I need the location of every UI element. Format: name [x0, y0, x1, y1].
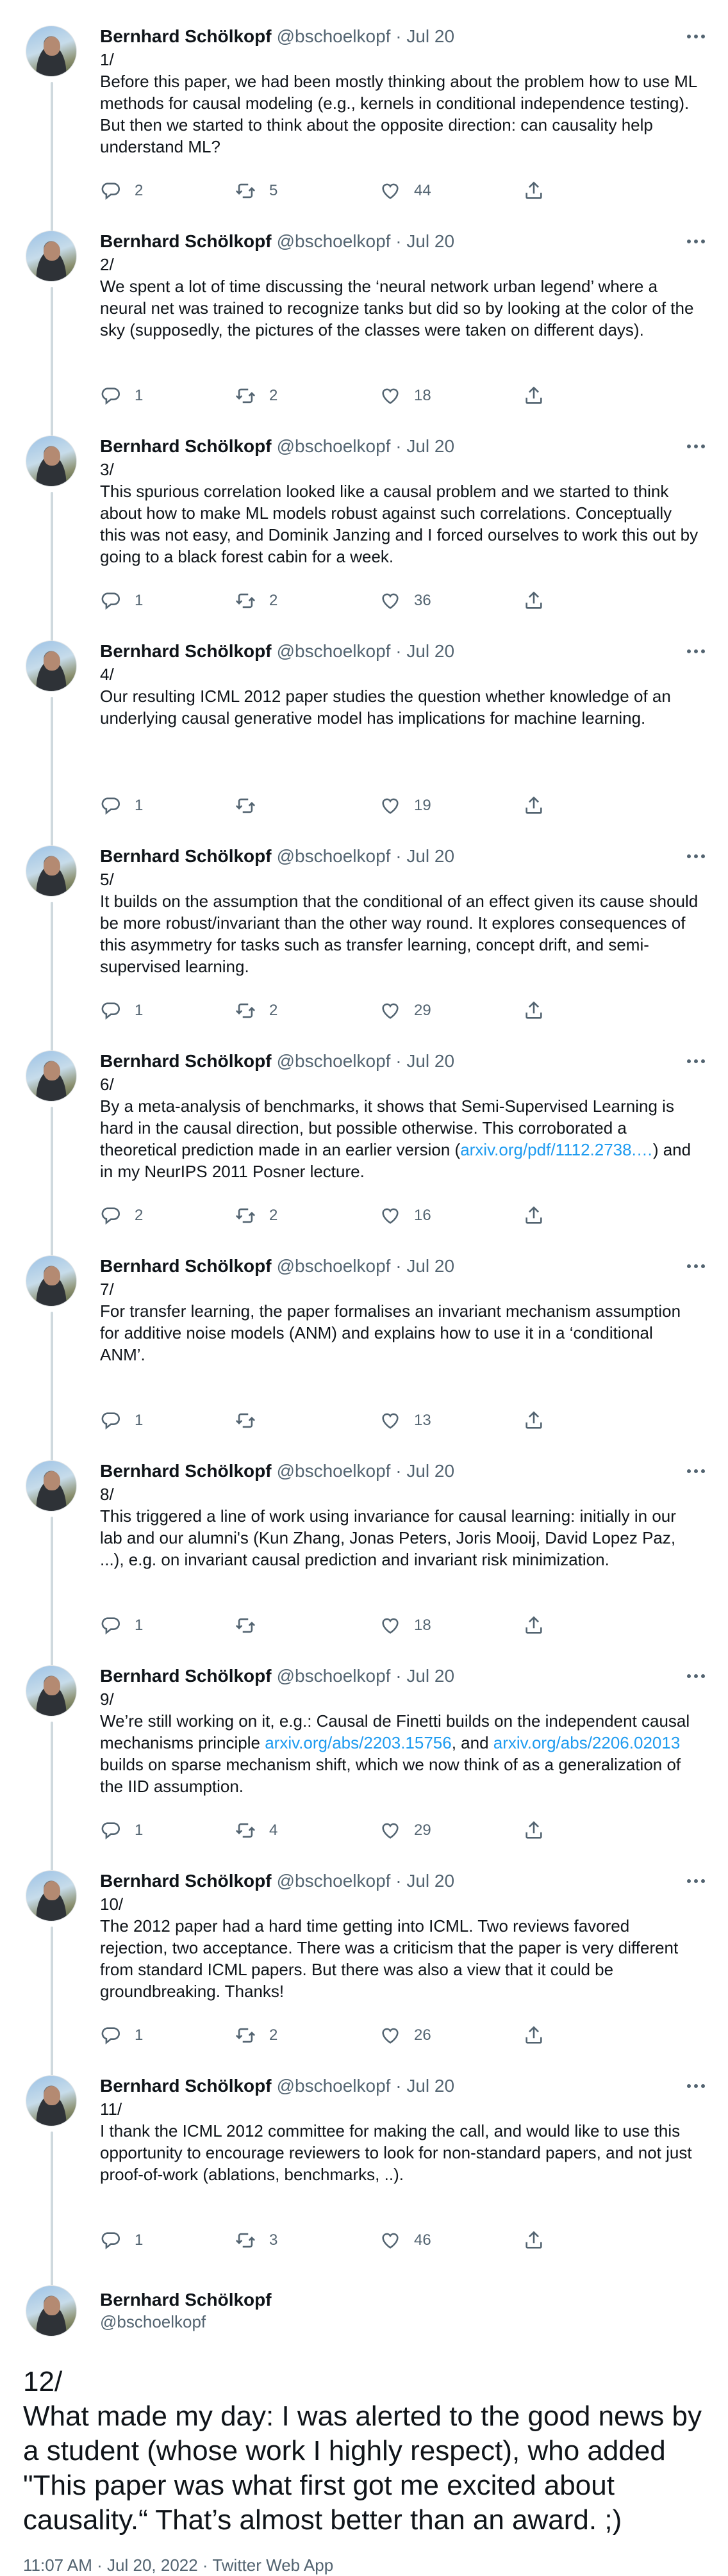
like-button[interactable] — [379, 178, 431, 204]
reply-icon — [100, 385, 122, 407]
action-bar — [100, 998, 709, 1023]
tweet-date[interactable]: Jul 20 — [406, 26, 455, 46]
author-name[interactable]: Bernhard Schölkopf — [100, 1666, 272, 1686]
share-icon — [523, 1820, 545, 1841]
reply-count: 1 — [135, 592, 144, 609]
retweet-button[interactable] — [235, 1818, 277, 1843]
separator: · — [395, 641, 402, 661]
like-icon — [379, 1205, 401, 1227]
reply-button[interactable] — [100, 1613, 143, 1638]
retweet-count: 2 — [269, 1002, 278, 1019]
reply-count: 1 — [135, 2231, 144, 2249]
reply-icon — [100, 590, 122, 612]
author-handle: @bschoelkopf — [276, 231, 391, 251]
avatar[interactable] — [26, 1050, 77, 1102]
more-icon[interactable] — [683, 26, 709, 47]
like-button[interactable] — [379, 1203, 431, 1228]
tweet-7[interactable] — [26, 1230, 709, 1435]
tweet-text: 3/ This spurious correlation looked like a causal problem and we started to think about how to make ML models robust against such correlations. Conceptually this was not easy, and Dominik Janzing and I forced ourselves to work this out by going to a black forest cabin for a week. — [100, 460, 699, 566]
avatar[interactable] — [26, 1870, 77, 1921]
like-icon — [379, 1410, 401, 1431]
author-handle: @bschoelkopf — [276, 26, 391, 46]
retweet-icon — [235, 795, 256, 817]
separator: · — [395, 1461, 402, 1481]
avatar[interactable] — [26, 1460, 77, 1512]
like-button[interactable] — [379, 998, 431, 1023]
retweet-icon — [235, 1820, 256, 1841]
share-button[interactable] — [523, 2228, 545, 2253]
share-button[interactable] — [523, 1408, 545, 1433]
tweet-text — [100, 1073, 709, 1182]
like-button[interactable] — [379, 793, 431, 819]
avatar[interactable] — [26, 845, 77, 897]
separator: · — [395, 1256, 402, 1276]
action-bar — [100, 1203, 709, 1228]
like-button[interactable] — [379, 1613, 431, 1638]
tweet-text: 5/ It builds on the assumption that the conditional of an effect given its cause should be more robust/invariant than the other way round. It explores consequences of this asymmetry for tasks such as transfer learning, concept drift, and semi-supervised learning. — [100, 870, 699, 976]
tweet-text: 4/ Our resulting ICML 2012 paper studies the question whether knowledge of an underlying causal generative model has implications for machine learning. — [100, 665, 671, 728]
avatar[interactable] — [26, 1255, 77, 1307]
author-name[interactable]: Bernhard Schölkopf — [100, 1461, 272, 1481]
like-icon — [379, 180, 401, 202]
share-button[interactable] — [523, 1818, 545, 1843]
separator: · — [395, 26, 402, 46]
avatar[interactable] — [26, 1665, 77, 1716]
like-icon — [379, 2230, 401, 2251]
reply-icon — [100, 795, 122, 817]
action-bar — [100, 1408, 709, 1433]
action-bar — [100, 1613, 709, 1638]
more-icon[interactable] — [683, 1870, 709, 1892]
tweet-link[interactable]: arxiv.org/abs/2206.02013 — [493, 1733, 681, 1752]
author-name[interactable]: Bernhard Schölkopf — [100, 436, 272, 456]
tweet-3[interactable] — [26, 410, 709, 615]
more-icon[interactable] — [683, 231, 709, 252]
share-icon — [523, 1410, 545, 1431]
reply-icon — [100, 1000, 122, 1022]
like-button[interactable] — [379, 588, 431, 614]
like-icon — [379, 1820, 401, 1841]
share-button[interactable] — [523, 588, 545, 614]
retweet-button[interactable] — [235, 793, 269, 819]
reply-count: 1 — [135, 2026, 144, 2044]
retweet-icon — [235, 2230, 256, 2251]
retweet-count: 2 — [269, 592, 278, 609]
like-count: 16 — [414, 1207, 431, 1224]
tweet-link[interactable]: arxiv.org/abs/2203.15756 — [265, 1733, 452, 1752]
author-name[interactable]: Bernhard Schölkopf — [100, 2076, 272, 2096]
author-name[interactable]: Bernhard Schölkopf — [100, 641, 272, 661]
like-count: 13 — [414, 1412, 431, 1429]
tweet-date[interactable]: Jul 20 — [406, 1461, 455, 1481]
like-count: 18 — [414, 387, 431, 404]
retweet-icon — [235, 385, 256, 407]
like-count: 46 — [414, 2231, 431, 2249]
tweet-text: 10/ The 2012 paper had a hard time getting into ICML. Two reviews favored rejection, two acceptance. There was a criticism that the paper is very different from standard ICML papers. But there was also a view that it could be groundbreaking. Thanks! — [100, 1895, 679, 2001]
like-icon — [379, 2025, 401, 2046]
author-name[interactable]: Bernhard Schölkopf — [100, 1256, 272, 1276]
author-handle: @bschoelkopf — [276, 1461, 391, 1481]
like-count: 18 — [414, 1617, 431, 1634]
retweet-count: 2 — [269, 2026, 278, 2044]
avatar[interactable] — [26, 231, 77, 282]
reply-icon — [100, 1615, 122, 1636]
more-icon[interactable] — [683, 1050, 709, 1072]
more-icon[interactable] — [683, 845, 709, 867]
reply-button[interactable] — [100, 1818, 143, 1843]
tweet-date[interactable]: Jul 20 — [406, 846, 455, 866]
reply-count: 2 — [135, 182, 144, 199]
like-icon — [379, 1000, 401, 1022]
focal-tweet-text: 12/ What made my day: I was alerted to the good news by a student (whose work I highly respect), who added "This paper was what first got me excited about causality.“ That’s almost better than an award. ;) — [23, 2366, 702, 2536]
share-icon — [523, 180, 545, 202]
retweet-button[interactable] — [235, 2023, 277, 2048]
author-name[interactable]: Bernhard Schölkopf — [100, 846, 272, 866]
like-button[interactable] — [379, 1818, 431, 1843]
avatar[interactable] — [26, 436, 77, 487]
reply-icon — [100, 2230, 122, 2251]
like-count: 36 — [414, 592, 431, 609]
tweet-date[interactable]: Jul 20 — [406, 436, 455, 456]
tweet-11[interactable] — [26, 2050, 709, 2254]
author-handle: @bschoelkopf — [276, 1666, 391, 1686]
tweet-2[interactable] — [26, 205, 709, 410]
tweet-text: 8/ This triggered a line of work using invariance for causal learning: initially in our lab and our alumni's (Kun Zhang, Jonas Peters, Joris Mooij, David Lopez Paz, ...), e.g. on invariant causal prediction and invariant risk minimization. — [100, 1485, 676, 1569]
share-icon — [523, 2230, 545, 2251]
action-bar — [100, 2228, 709, 2253]
retweet-count: 2 — [269, 387, 278, 404]
share-icon — [523, 2025, 545, 2046]
separator: · — [395, 436, 402, 456]
author-handle[interactable]: @bschoelkopf — [100, 2312, 206, 2331]
author-handle: @bschoelkopf — [276, 1051, 391, 1071]
tweet-timestamp[interactable]: 11:07 AM · Jul 20, 2022 · Twitter Web App — [23, 2556, 334, 2575]
reply-button[interactable] — [100, 1203, 143, 1228]
reply-button[interactable] — [100, 2023, 143, 2048]
retweet-icon — [235, 1000, 256, 1022]
tweet-6[interactable] — [26, 1025, 709, 1230]
reply-count: 1 — [135, 797, 144, 814]
share-icon — [523, 1000, 545, 1022]
retweet-button[interactable] — [235, 178, 277, 204]
more-icon[interactable] — [683, 436, 709, 457]
avatar[interactable] — [26, 2285, 77, 2336]
like-button[interactable] — [379, 2023, 431, 2048]
more-icon[interactable] — [683, 1665, 709, 1687]
focal-tweet — [23, 2280, 709, 2576]
like-count: 29 — [414, 1822, 431, 1839]
tweet-text — [100, 1688, 709, 1797]
share-button[interactable] — [523, 383, 545, 409]
reply-count: 2 — [135, 1207, 144, 1224]
retweet-icon — [235, 1205, 256, 1227]
tweet-4[interactable] — [26, 615, 709, 820]
like-button[interactable] — [379, 1408, 431, 1433]
like-count: 26 — [414, 2026, 431, 2044]
author-name[interactable]: Bernhard Schölkopf — [100, 231, 272, 251]
tweet-date[interactable]: Jul 20 — [406, 1871, 455, 1891]
share-button[interactable] — [523, 998, 545, 1023]
share-icon — [523, 590, 545, 612]
tweet-8[interactable] — [26, 1435, 709, 1640]
reply-icon — [100, 1820, 122, 1841]
share-button[interactable] — [523, 2023, 545, 2048]
retweet-button[interactable] — [235, 588, 277, 614]
like-icon — [379, 385, 401, 407]
reply-icon — [100, 1205, 122, 1227]
retweet-icon — [235, 590, 256, 612]
reply-icon — [100, 2025, 122, 2046]
author-handle: @bschoelkopf — [276, 1871, 391, 1891]
tweet-text-part: 9/ We’re still working on it, e.g.: Causal de Finetti builds on the independent causal mechanisms principle — [100, 1690, 690, 1752]
like-button[interactable] — [379, 2228, 431, 2253]
share-button[interactable] — [523, 1613, 545, 1638]
author-name[interactable]: Bernhard Schölkopf — [100, 1051, 272, 1071]
author-name[interactable]: Bernhard Schölkopf — [100, 26, 272, 46]
share-button[interactable] — [523, 793, 545, 819]
more-icon[interactable] — [683, 2075, 709, 2097]
tweet-date[interactable]: Jul 20 — [406, 641, 455, 661]
retweet-button[interactable] — [235, 1408, 269, 1433]
reply-icon — [100, 180, 122, 202]
tweet-date[interactable]: Jul 20 — [406, 2076, 455, 2096]
tweet-date[interactable]: Jul 20 — [406, 1666, 455, 1686]
tweet-9[interactable] — [26, 1640, 709, 1845]
more-icon[interactable] — [683, 1255, 709, 1277]
tweet-text: 7/ For transfer learning, the paper formalises an invariant mechanism assumption for additive noise models (ANM) and explains how to use it in a ‘conditional ANM’. — [100, 1280, 681, 1364]
tweet-text: 2/ We spent a lot of time discussing the ‘neural network urban legend’ where a neural net was trained to recognize tanks but did so by looking at the color of the sky (supposedly, the pictures of the classes were taken on different days). — [100, 255, 694, 339]
tweet-text: 1/ Before this paper, we had been mostly thinking about the problem how to use ML methods for causal modeling (e.g., kernels in conditional independence testing). But then we started to think about the opposite direction: can causality help understand ML? — [100, 50, 697, 156]
retweet-count: 2 — [269, 1207, 278, 1224]
retweet-count: 3 — [269, 2231, 278, 2249]
tweet-text-part: , and — [451, 1733, 493, 1752]
action-bar — [100, 588, 709, 614]
retweet-count: 4 — [269, 1822, 278, 1839]
avatar[interactable] — [26, 640, 77, 692]
tweet-date[interactable]: Jul 20 — [406, 1051, 455, 1071]
author-handle: @bschoelkopf — [276, 2076, 391, 2096]
separator: · — [395, 1666, 402, 1686]
reply-button[interactable] — [100, 2228, 143, 2253]
like-icon — [379, 795, 401, 817]
reply-button[interactable] — [100, 178, 143, 204]
action-bar — [100, 178, 709, 204]
reply-button[interactable] — [100, 383, 143, 409]
tweet-text-part: 6/ By a meta-analysis of benchmarks, it shows that Semi-Supervised Learning is hard in the causal direction, but possible otherwise. This corroborated a theoretical prediction made in an earlier version ( — [100, 1075, 674, 1159]
retweet-count: 5 — [269, 182, 278, 199]
retweet-button[interactable] — [235, 1203, 277, 1228]
tweet-date[interactable]: Jul 20 — [406, 1256, 455, 1276]
more-icon[interactable] — [683, 1460, 709, 1482]
avatar[interactable] — [26, 26, 77, 77]
author-handle: @bschoelkopf — [276, 846, 391, 866]
action-bar — [100, 383, 709, 409]
share-icon — [523, 1205, 545, 1227]
share-button[interactable] — [523, 178, 545, 204]
author-handle: @bschoelkopf — [276, 641, 391, 661]
action-bar — [100, 793, 709, 819]
author-name[interactable]: Bernhard Schölkopf — [100, 1871, 272, 1891]
reply-button[interactable] — [100, 793, 143, 819]
author-handle: @bschoelkopf — [276, 436, 391, 456]
like-icon — [379, 590, 401, 612]
avatar[interactable] — [26, 2075, 77, 2126]
like-button[interactable] — [379, 383, 431, 409]
reply-count: 1 — [135, 387, 144, 404]
retweet-icon — [235, 180, 256, 202]
action-bar — [100, 1818, 709, 1843]
reply-count: 1 — [135, 1002, 144, 1019]
like-count: 19 — [414, 797, 431, 814]
reply-count: 1 — [135, 1822, 144, 1839]
reply-icon — [100, 1410, 122, 1431]
share-icon — [523, 1615, 545, 1636]
author-handle: @bschoelkopf — [276, 1256, 391, 1276]
more-icon[interactable] — [683, 640, 709, 662]
reply-button[interactable] — [100, 588, 143, 614]
separator: · — [395, 846, 402, 866]
share-icon — [523, 795, 545, 817]
reply-button[interactable] — [100, 998, 143, 1023]
share-icon — [523, 385, 545, 407]
like-count: 29 — [414, 1002, 431, 1019]
retweet-button[interactable] — [235, 383, 277, 409]
retweet-icon — [235, 1615, 256, 1636]
reply-button[interactable] — [100, 1408, 143, 1433]
share-button[interactable] — [523, 1203, 545, 1228]
reply-count: 1 — [135, 1617, 144, 1634]
thread-line — [51, 2132, 53, 2290]
separator: · — [395, 2076, 402, 2096]
like-count: 44 — [414, 182, 431, 199]
retweet-button[interactable] — [235, 998, 277, 1023]
author-name[interactable]: Bernhard Schölkopf — [100, 2290, 272, 2310]
separator: · — [395, 231, 402, 251]
retweet-icon — [235, 1410, 256, 1431]
retweet-button[interactable] — [235, 1613, 269, 1638]
tweet-date[interactable]: Jul 20 — [406, 231, 455, 251]
separator: · — [395, 1871, 402, 1891]
tweet-1[interactable] — [26, 0, 709, 205]
like-icon — [379, 1615, 401, 1636]
tweet-5[interactable] — [26, 820, 709, 1025]
tweet-text-part: ) and in my NeurIPS 2011 Posner lecture. — [100, 1140, 691, 1181]
tweet-text: 11/ I thank the ICML 2012 committee for making the call, and would like to use this opportunity to encourage reviewers to look for non-standard papers, and not just proof-of-work (ablations, benchmarks, ..). — [100, 2099, 692, 2184]
retweet-icon — [235, 2025, 256, 2046]
retweet-button[interactable] — [235, 2228, 277, 2253]
separator: · — [395, 1051, 402, 1071]
tweet-text-part: builds on sparse mechanism shift, which we now think of as a generalization of the IID assumption. — [100, 1755, 681, 1796]
reply-count: 1 — [135, 1412, 144, 1429]
action-bar — [100, 2023, 709, 2048]
tweet-link[interactable]: arxiv.org/pdf/1112.2738.… — [460, 1140, 653, 1159]
tweet-10[interactable] — [26, 1845, 709, 2050]
